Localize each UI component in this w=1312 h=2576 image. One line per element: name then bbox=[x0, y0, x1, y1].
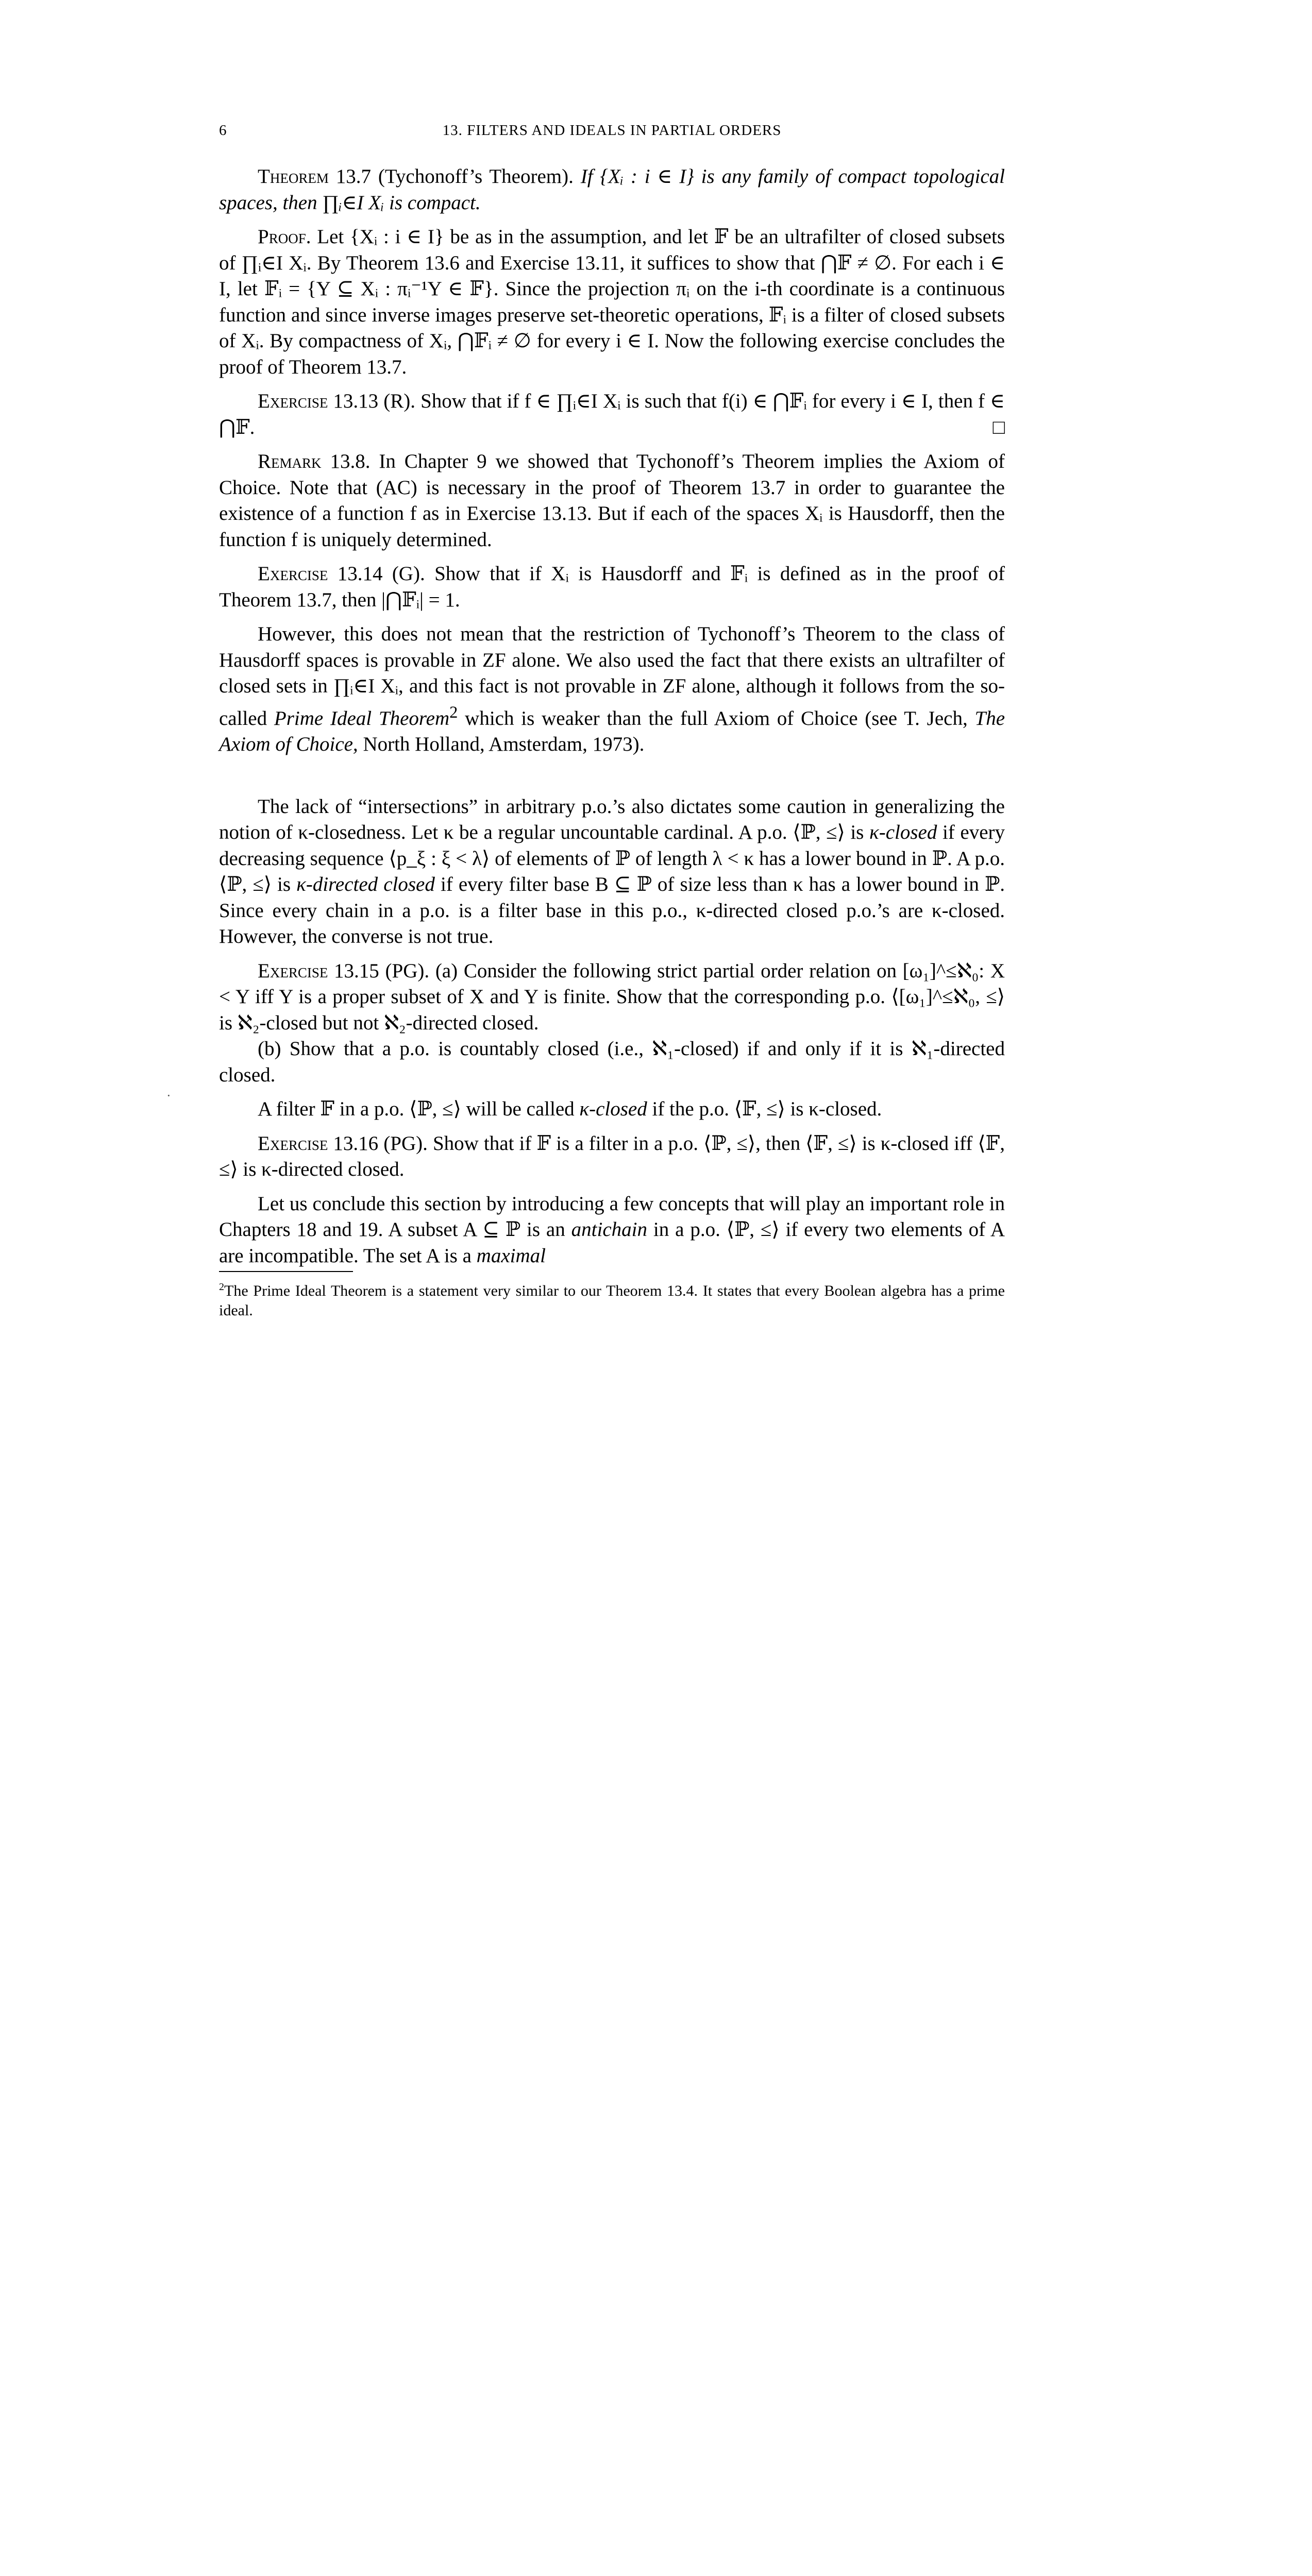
exercise-part-a: (PG). (a) Consider the following strict partial order relation on [ω₁]^≤ℵ₀: X < Y iff Y is a proper subset of X and Y is finite. Show that the corresponding p.o. ⟨[ω₁]^≤ℵ₀, ≤⟩ is ℵ₂-closed but not ℵ₂-directed closed. bbox=[219, 959, 1005, 1034]
theorem-name: (Tychonoff’s Theorem). bbox=[371, 165, 581, 188]
however-text-b: which is weaker than the full Axiom of Choice (see T. Jech, bbox=[458, 707, 975, 730]
filter-term: κ-closed bbox=[579, 1098, 647, 1120]
conclude-text-2: in a p.o. ⟨ℙ, ≤⟩ if every two elements of A are incompatible. The set A is a bbox=[219, 1218, 1005, 1267]
antichain-paragraph bbox=[219, 1191, 1005, 1269]
however-text-c: North Holland, Amsterdam, 1973). bbox=[358, 733, 645, 755]
page-header bbox=[219, 117, 1005, 143]
book-title: The Axiom of Choice, bbox=[219, 707, 1005, 755]
exercise-13-16 bbox=[219, 1131, 1005, 1183]
filter-text-1: A filter 𝔽 in a p.o. ⟨ℙ, ≤⟩ will be called bbox=[258, 1098, 580, 1120]
proof-paragraph bbox=[219, 224, 1005, 380]
footnote-ref: 2 bbox=[449, 703, 458, 722]
exercise-text: (G). Show that if Xᵢ is Hausdorff and 𝔽ᵢ is defined as in the proof of Theorem 13.7, then |⋂𝔽ᵢ| = 1. bbox=[219, 563, 1005, 611]
exercise-13-15-b bbox=[219, 1036, 1005, 1088]
lack-text-2: if every decreasing sequence ⟨p_ξ : ξ < λ⟩ of elements of ℙ of length λ < κ has a lower bound in ℙ. A p.o. ⟨ℙ, ≤⟩ is bbox=[219, 821, 1005, 895]
remark-13-8 bbox=[219, 449, 1005, 553]
exercise-label: Exercise 13.13 bbox=[258, 390, 379, 412]
proof-text: Let {Xᵢ : i ∈ I} be as in the assumption, and let 𝔽 be an ultrafilter of closed subsets of ∏ᵢ∈I Xᵢ. By Theorem 13.6 and Exercise 13.11, it suffices to show that ⋂𝔽 ≠ ∅. For each i ∈ I, let 𝔽ᵢ = {Y ⊆ Xᵢ : πᵢ⁻¹Y ∈ 𝔽}. Since the projection πᵢ on the i-th coordinate is a continuous function and since inverse images preserve set-theoretic operations, 𝔽ᵢ is a filter of closed subsets of Xᵢ. By compactness of Xᵢ, ⋂𝔽ᵢ ≠ ∅ for every i ∈ I. Now the following exercise concludes the proof of Theorem 13.7. bbox=[219, 226, 1005, 378]
conclude-text-1: Let us conclude this section by introducing a few concepts that will play an important role in Chapters 18 and 19. A subset A ⊆ ℙ is an bbox=[219, 1192, 1005, 1241]
theorem-label: Theorem 13.7 bbox=[258, 165, 371, 188]
proof-label: Proof. bbox=[258, 226, 311, 248]
footnote bbox=[219, 1277, 1005, 1320]
kappa-closed-term: κ-closed bbox=[869, 821, 937, 843]
running-head: 13. FILTERS AND IDEALS IN PARTIAL ORDERS bbox=[442, 122, 782, 139]
kappa-directed-term: κ-directed closed bbox=[296, 873, 435, 895]
filter-text-2: if the p.o. ⟨𝔽, ≤⟩ is κ-closed. bbox=[647, 1098, 882, 1120]
remark-label: Remark 13.8. bbox=[258, 450, 371, 472]
exercise-label: Exercise 13.16 bbox=[258, 1132, 379, 1155]
footnote-mark: 2 bbox=[219, 1281, 224, 1293]
exercise-13-15 bbox=[219, 958, 1005, 1037]
exercise-text: (PG). Show that if 𝔽 is a filter in a p.o. ⟨ℙ, ≤⟩, then ⟨𝔽, ≤⟩ is κ-closed iff ⟨𝔽, ≤⟩ is κ-directed closed. bbox=[219, 1132, 1005, 1180]
exercise-13-14 bbox=[219, 561, 1005, 613]
footnote-text: The Prime Ideal Theorem is a statement very similar to our Theorem 13.4. It states that every Boolean algebra has a prime ideal. bbox=[219, 1282, 1005, 1319]
margin-mark: · bbox=[166, 1088, 171, 1103]
kappa-closed-paragraph bbox=[219, 794, 1005, 950]
maximal-term: maximal bbox=[476, 1244, 546, 1267]
remark-text: In Chapter 9 we showed that Tychonoff’s Theorem implies the Axiom of Choice. Note that (AC) is necessary in the proof of Theorem 13.7 in order to guarantee the existence of a function f as in Exercise 13.13. But if each of the spaces Xᵢ is Hausdorff, then the function f is uniquely determined. bbox=[219, 450, 1005, 551]
page-number: 6 bbox=[219, 122, 227, 139]
however-text-a: However, this does not mean that the restriction of Tychonoff’s Theorem to the class of Hausdorff spaces is provable in ZF alone. We also used the fact that there exists an ultrafilter of closed sets in ∏ᵢ∈I Xᵢ, and this fact is not provable in ZF alone, although it follows from the so-called bbox=[219, 623, 1005, 730]
page-content bbox=[219, 117, 1005, 1329]
lack-text-3: if every filter base B ⊆ ℙ of size less than κ has a lower bound in ℙ. Since every chain in a p.o. is a filter base in this p.o., κ-directed closed p.o.’s are κ-closed. However, the converse is not true. bbox=[219, 873, 1005, 947]
exercise-label: Exercise 13.14 bbox=[258, 563, 383, 585]
exercise-part-b: (b) Show that a p.o. is countably closed (i.e., ℵ₁-closed) if and only if it is ℵ₁-directed closed. bbox=[219, 1038, 1005, 1086]
however-paragraph bbox=[219, 621, 1005, 758]
antichain-term: antichain bbox=[571, 1218, 647, 1241]
theorem-13-7 bbox=[219, 164, 1005, 216]
prime-ideal-theorem: Prime Ideal Theorem bbox=[274, 707, 450, 730]
theorem-statement: If {Xᵢ : i ∈ I} is any family of compact topological spaces, then ∏ᵢ∈I Xᵢ is compact. bbox=[219, 165, 1005, 214]
lack-text-1: The lack of “intersections” in arbitrary p.o.’s also dictates some caution in generalizing the notion of κ-closedness. Let κ be a regular uncountable cardinal. A p.o. ⟨ℙ, ≤⟩ is bbox=[219, 795, 1005, 843]
qed-symbol: □ bbox=[993, 416, 1005, 438]
filter-definition bbox=[219, 1096, 1005, 1123]
footnote-rule bbox=[219, 1271, 353, 1272]
exercise-label: Exercise 13.15 bbox=[258, 959, 379, 982]
section-gap bbox=[219, 766, 1005, 794]
exercise-text: (R). Show that if f ∈ ∏ᵢ∈I Xᵢ is such that f(i) ∈ ⋂𝔽ᵢ for every i ∈ I, then f ∈ ⋂𝔽. bbox=[219, 390, 1005, 438]
exercise-13-13 bbox=[219, 388, 1005, 440]
